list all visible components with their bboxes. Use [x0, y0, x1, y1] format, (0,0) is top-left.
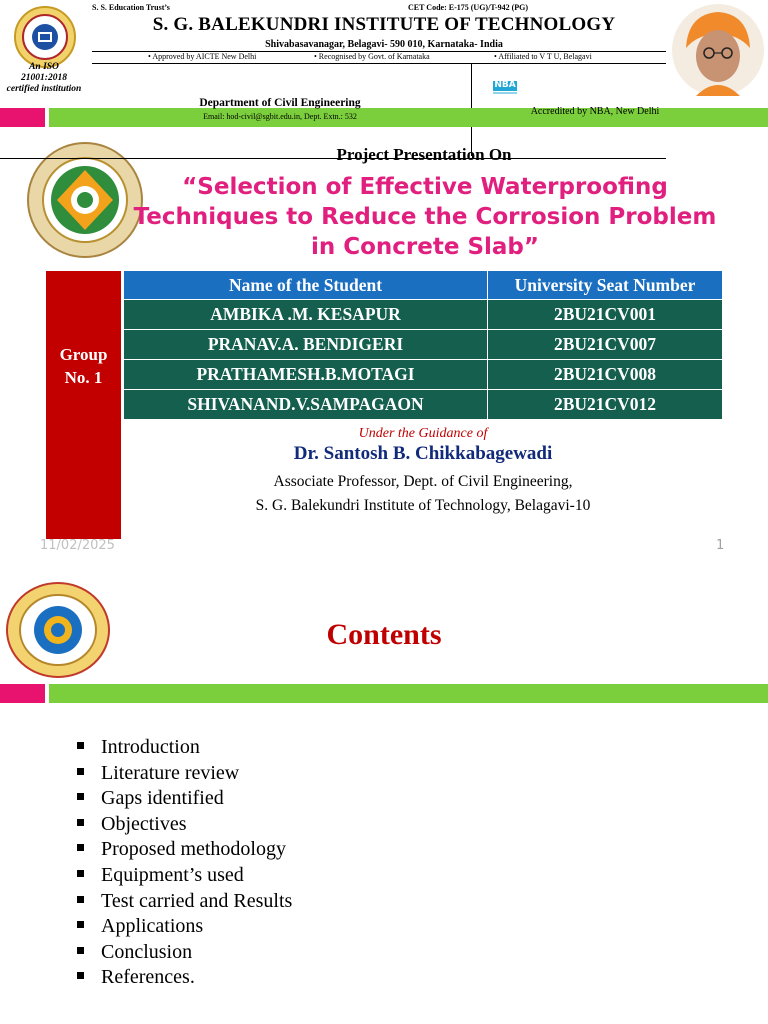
- nba-logo: [492, 78, 518, 96]
- student-usn: 2BU21CV008: [488, 360, 723, 390]
- table-row: [124, 390, 723, 420]
- department-email: Email: hod-civil@sgbit.edu.in, Dept. Extn.: 532: [203, 112, 357, 121]
- student-usn: 2BU21CV012: [488, 390, 723, 420]
- list-item-label: Equipment’s used: [101, 863, 244, 886]
- presentation-label: Project Presentation On: [336, 145, 512, 164]
- list-item: [75, 735, 292, 761]
- list-item: [75, 965, 292, 991]
- student-table: [123, 270, 723, 420]
- bullet-icon: [77, 947, 84, 954]
- column-header-name: Name of the Student: [124, 271, 488, 300]
- guide-details: [123, 470, 723, 518]
- approval-govt: • Recognised by Govt. of Karnataka: [314, 52, 430, 61]
- accent-bar-pink: [0, 108, 45, 127]
- trust-name: S. S. Education Trust’s: [92, 3, 170, 12]
- department-name: Department of Civil Engineering: [199, 97, 361, 109]
- bullet-icon: [77, 972, 84, 979]
- table-row: [124, 300, 723, 330]
- list-item-label: Gaps identified: [101, 787, 224, 810]
- list-item: [75, 940, 292, 966]
- approval-vtu: • Affiliated to V T U, Belagavi: [494, 52, 592, 61]
- student-name: PRANAV.A. BENDIGERI: [124, 330, 488, 360]
- list-item-label: Conclusion: [101, 940, 193, 963]
- student-name: PRATHAMESH.B.MOTAGI: [124, 360, 488, 390]
- list-item-label: Introduction: [101, 736, 200, 758]
- table-row: [124, 330, 723, 360]
- bullet-icon: [77, 870, 84, 877]
- list-item: [75, 914, 292, 940]
- group-label: [46, 343, 121, 389]
- iso-line-1: An ISO: [29, 62, 59, 72]
- list-item-label: Proposed methodology: [101, 838, 286, 861]
- nba-accreditation: Accredited by NBA, New Delhi: [530, 106, 660, 117]
- list-item: [75, 863, 292, 889]
- student-name: AMBIKA .M. KESAPUR: [124, 300, 488, 330]
- student-usn: 2BU21CV007: [488, 330, 723, 360]
- guide-institution: S. G. Balekundri Institute of Technology, Belagavi-10: [255, 497, 591, 514]
- founder-portrait: [672, 4, 764, 96]
- list-item-label: References.: [101, 966, 195, 989]
- slide-date: 11/02/2025: [40, 538, 115, 553]
- bullet-icon: [77, 793, 84, 800]
- list-item: [75, 761, 292, 787]
- bullet-icon: [77, 742, 84, 749]
- contents-heading: Contents: [326, 618, 442, 651]
- institute-name: S. G. BALEKUNDRI INSTITUTE OF TECHNOLOGY: [152, 14, 616, 35]
- column-header-usn: University Seat Number: [488, 271, 723, 300]
- bullet-icon: [77, 819, 84, 826]
- approval-aicte: • Approved by AICTE New Delhi: [148, 52, 257, 61]
- student-usn: 2BU21CV001: [488, 300, 723, 330]
- list-item-label: Test carried and Results: [101, 889, 293, 912]
- group-bar: [46, 271, 121, 539]
- slide-number: 1: [716, 538, 725, 553]
- student-name: SHIVANAND.V.SAMPAGAON: [124, 390, 488, 420]
- list-item: [75, 786, 292, 812]
- guide-designation: Associate Professor, Dept. of Civil Engineering,: [273, 473, 573, 490]
- iso-line-3: certified institution: [6, 84, 82, 94]
- list-item-label: Applications: [101, 915, 204, 938]
- group-label-line-1: Group: [59, 345, 108, 364]
- nba-logo-text: NBA: [494, 80, 516, 90]
- guide-name: Dr. Santosh B. Chikkabagewadi: [293, 443, 553, 464]
- divider: [92, 63, 666, 64]
- cet-code: CET Code: E-175 (UG)/T-942 (PG): [408, 3, 528, 12]
- list-item: [75, 889, 292, 915]
- list-item: [75, 837, 292, 863]
- table-row: [124, 360, 723, 390]
- bullet-icon: [77, 921, 84, 928]
- institute-address: Shivabasavanagar, Belagavi- 590 010, Karnataka- India: [265, 39, 503, 50]
- iso-certification: [0, 62, 88, 95]
- list-item-label: Objectives: [101, 812, 187, 835]
- contents-list: [75, 735, 292, 991]
- accent-bar-green: [49, 684, 768, 703]
- bullet-icon: [77, 768, 84, 775]
- iso-line-2: 21001:2018: [21, 73, 67, 83]
- group-label-line-2: No. 1: [64, 368, 103, 387]
- guidance-label: Under the Guidance of: [358, 426, 488, 441]
- bullet-icon: [77, 844, 84, 851]
- table-header-row: [124, 271, 723, 300]
- project-title: “Selection of Effective Waterproofing Techniques to Reduce the Corrosion Problem in Concrete Slab”: [133, 174, 717, 260]
- list-item: [75, 812, 292, 838]
- bullet-icon: [77, 896, 84, 903]
- accent-bar-pink: [0, 684, 45, 703]
- list-item-label: Literature review: [101, 761, 240, 784]
